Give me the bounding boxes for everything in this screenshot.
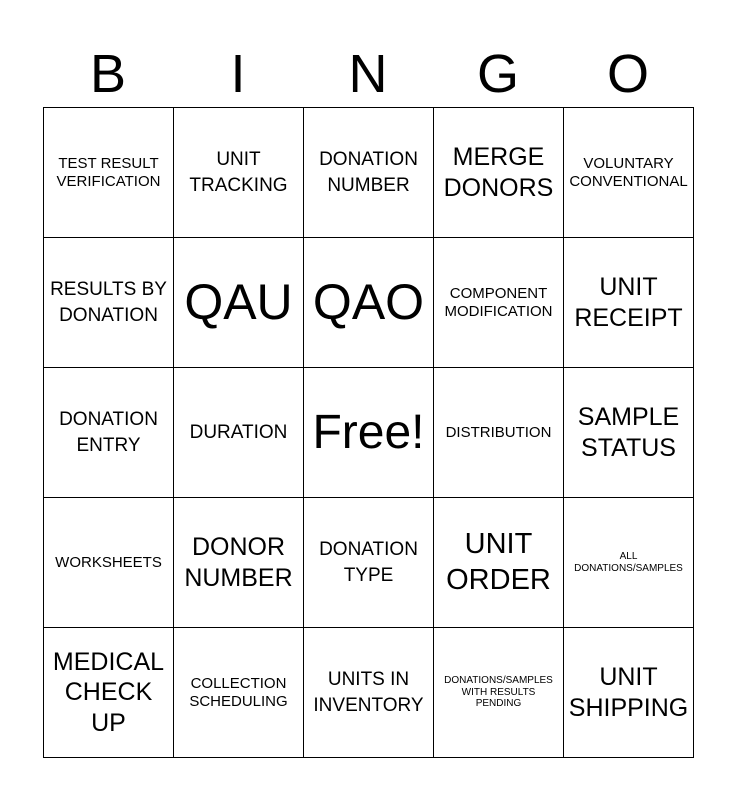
header-letter-b: B [89,44,127,104]
cell-label: ALL DONATIONS/SAMPLES [574,551,683,574]
cell-label: COLLECTION SCHEDULING [189,675,288,710]
bingo-cell-r5-c4[interactable] [434,628,564,758]
bingo-cell-r2-c5[interactable] [564,238,694,368]
bingo-cell-r1-c5[interactable] [564,108,694,238]
bingo-cell-free-space[interactable] [304,368,434,498]
header-letter-g: G [476,44,519,104]
cell-label: SAMPLE STATUS [577,403,680,462]
header-letter-i: I [230,44,246,104]
cell-label: WORKSHEETS [55,553,162,571]
bingo-cell-r5-c5[interactable] [564,628,694,758]
bingo-cell-r2-c1[interactable] [44,238,174,368]
bingo-cell-r5-c2[interactable] [174,628,304,758]
header-letter-n: N [348,44,388,104]
bingo-cell-r4-c3[interactable] [304,498,434,628]
cell-label: UNIT TRACKING [189,148,288,196]
bingo-cell-r3-c4[interactable] [434,368,564,498]
bingo-cell-r5-c1[interactable] [44,628,174,758]
cell-label: UNIT ORDER [446,528,551,596]
cell-label: DONATION ENTRY [59,408,158,456]
bingo-cell-r1-c2[interactable] [174,108,304,238]
bingo-cell-r4-c2[interactable] [174,498,304,628]
cell-label: UNIT SHIPPING [568,663,689,722]
bingo-cell-r3-c1[interactable] [44,368,174,498]
cell-label: DONATION NUMBER [319,148,418,196]
cell-label: TEST RESULT VERIFICATION [56,155,161,190]
bingo-cell-r1-c4[interactable] [434,108,564,238]
bingo-cell-r2-c3[interactable] [304,238,434,368]
bingo-cell-r3-c2[interactable] [174,368,304,498]
bingo-cell-r4-c5[interactable] [564,498,694,628]
cell-label: MERGE DONORS [443,143,554,202]
bingo-cell-r1-c1[interactable] [44,108,174,238]
cell-label: UNITS IN INVENTORY [313,668,424,716]
bingo-cell-r2-c4[interactable] [434,238,564,368]
cell-label: Free! [312,405,425,459]
cell-label: RESULTS BY DONATION [50,278,167,326]
cell-label: DONATIONS/SAMPLES WITH RESULTS PENDING [444,675,553,710]
cell-label: COMPONENT MODIFICATION [444,285,553,320]
cell-label: DONOR NUMBER [184,533,293,592]
bingo-card-grid [43,107,694,758]
cell-label: DISTRIBUTION [445,423,552,441]
bingo-cell-r4-c4[interactable] [434,498,564,628]
cell-label: DURATION [189,421,288,443]
cell-label: DONATION TYPE [319,538,418,586]
header-letter-o: O [606,44,649,104]
cell-label: QAU [184,273,293,330]
bingo-cell-r3-c5[interactable] [564,368,694,498]
bingo-cell-r5-c3[interactable] [304,628,434,758]
bingo-cell-r4-c1[interactable] [44,498,174,628]
bingo-cell-r1-c3[interactable] [304,108,434,238]
cell-label: VOLUNTARY CONVENTIONAL [569,155,688,190]
bingo-header [43,40,693,108]
cell-label: UNIT RECEIPT [574,273,683,332]
bingo-cell-r2-c2[interactable] [174,238,304,368]
cell-label: QAO [312,273,425,330]
cell-label: MEDICAL CHECK UP [52,647,165,737]
